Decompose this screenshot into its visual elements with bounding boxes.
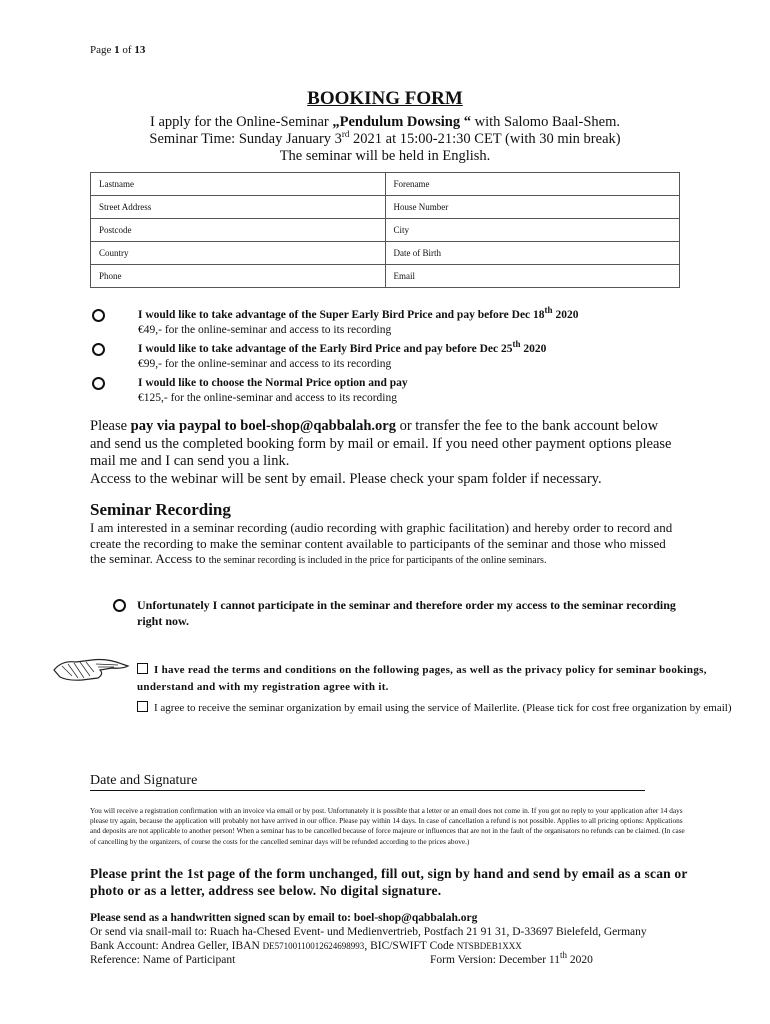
table-row <box>91 265 680 288</box>
radio-early-bird[interactable] <box>92 343 105 356</box>
page-number: Page 1 of 13 <box>90 44 146 56</box>
table-row <box>91 196 680 219</box>
city-field[interactable]: City <box>385 219 680 242</box>
page-title: BOOKING FORM <box>307 88 463 109</box>
send-info: Please send as a handwritten signed scan by email to: boel-shop@qabbalah.org Or send via snail-mail to: Ruach ha-Chesed Event- und Medienvertrieb, Postfach 21 91 31, D-33697 Bielefeld, Germany Bank Account: Andrea Geller, IBAN DE57100110012624698993, BIC/SWIFT Code NTSBDEB1XXX Reference: Name of Participant Form Version: December 11th 2020 <box>90 912 647 966</box>
phone-field[interactable]: Phone <box>91 265 386 288</box>
price-detail: €99,- for the online-seminar and access to its recording <box>138 358 392 370</box>
table-row <box>91 242 680 265</box>
seminar-intro: I apply for the Online-Seminar „Pendulum Dowsing “ with Salomo Baal-Shem. Seminar Time: Sunday January 3rd 2021 at 15:00-21:30 CET (with 30 min break) The seminar will be held in English. <box>149 114 621 164</box>
terms-checkbox-row: I have read the terms and conditions on the following pages, as well as the privacy policy for seminar bookings, understand and with my registration agree with it. <box>137 664 707 693</box>
terms-checkbox[interactable] <box>137 663 148 674</box>
table-row <box>91 219 680 242</box>
recording-description: I am interested in a seminar recording (audio recording with graphic facilitation) and hereby order to record and create the recording to make the seminar content available to participants of the seminar and those who missed the seminar. Access to the seminar recording is included in the price for participants of the online seminars. <box>90 520 673 566</box>
mailerlite-checkbox[interactable] <box>137 701 148 712</box>
date-of-birth-field[interactable]: Date of Birth <box>385 242 680 265</box>
house-number-field[interactable]: House Number <box>385 196 680 219</box>
postcode-field[interactable]: Postcode <box>91 219 386 242</box>
recording-heading: Seminar Recording <box>90 500 231 519</box>
price-detail: €49,- for the online-seminar and access to its recording <box>138 324 392 336</box>
payment-instructions: Please pay via paypal to boel-shop@qabbalah.org or transfer the fee to the bank account below and send us the completed booking form by mail or email. If you need other payment options please mail me and I can send you a link. Access to the webinar will be sent by email. Please check your spam folder if necessary. <box>90 418 672 487</box>
print-instruction: Please print the 1st page of the form unchanged, fill out, sign by hand and send by email as a scan or photo or as a letter, address see below. No digital signature. <box>90 866 688 898</box>
email-field[interactable]: Email <box>385 265 680 288</box>
personal-data-table <box>90 172 680 288</box>
pointing-hand-icon <box>52 650 132 686</box>
forename-field[interactable]: Forename <box>385 173 680 196</box>
street-address-field[interactable]: Street Address <box>91 196 386 219</box>
date-signature-line[interactable]: Date and Signature <box>90 773 645 791</box>
radio-normal-price[interactable] <box>92 377 105 390</box>
table-row <box>91 173 680 196</box>
lastname-field[interactable]: Lastname <box>91 173 386 196</box>
radio-recording-only[interactable] <box>113 599 126 612</box>
mailerlite-checkbox-row: I agree to receive the seminar organization by email using the service of Mailerlite. (Please tick for cost free organization by email) <box>137 700 737 717</box>
country-field[interactable]: Country <box>91 242 386 265</box>
fine-print: You will receive a registration confirmation with an invoice via email or by post. Unfortunately it is possible that a letter or an email does not come in. If you got no reply to your application after 14 days please try again, because the application will probably not have arrived in our office. Please pay within 14 days. In case of cancellation a refund is not possible. Applies to all pricing options: Applications and deposits are not applicable to another person! When a seminar has to be cancelled because of force majeure or influences that are not in the fault of the organisators no refunds can be claimed. (In case of cancelling by the organizers, of course the costs for the cancelled seminar days will be refunded according to the prices above.) <box>90 806 685 846</box>
radio-super-early-bird[interactable] <box>92 309 105 322</box>
price-detail: €125,- for the online-seminar and access to its recording <box>138 392 397 404</box>
